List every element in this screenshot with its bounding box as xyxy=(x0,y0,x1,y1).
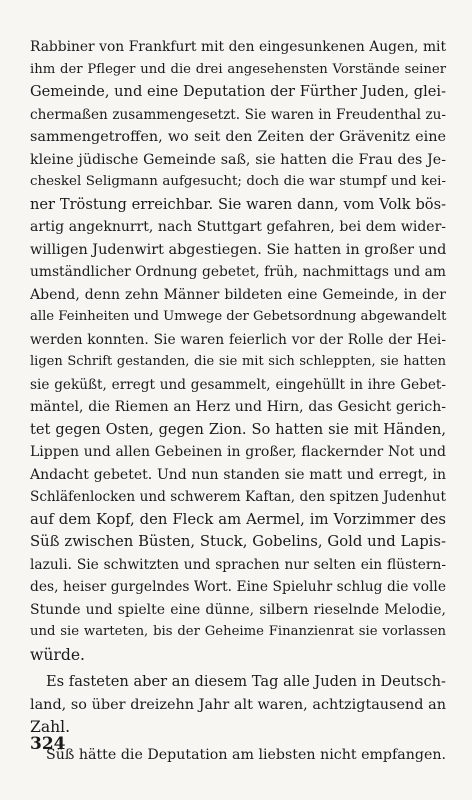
page-number: 324 xyxy=(30,734,66,754)
text-line: Es fasteten aber an diesem Tag alle Juden in Deutsch- xyxy=(46,673,446,690)
text-line: sie geküßt, erregt und gesammelt, eingehüllt in ihre Gebet- xyxy=(30,376,446,393)
text-line: tet gegen Osten, gegen Zion. So hatten sie mit Händen, xyxy=(30,420,446,438)
text-line: werden konnten. Sie waren feierlich vor der Rolle der Hei- xyxy=(30,331,446,348)
text-line: auf dem Kopf, den Fleck am Aermel, im Vorzimmer des xyxy=(30,510,446,528)
text-line: Süß zwischen Büsten, Stuck, Gobelins, Gold und Lapis- xyxy=(30,533,446,550)
text-line: Zahl. xyxy=(30,718,71,736)
body-text xyxy=(30,36,446,766)
text-line: des, heiser gurgelndes Wort. Eine Spieluhr schlug die volle xyxy=(30,579,446,595)
text-line: ihm der Pfleger und die drei angesehensten Vorstände seiner xyxy=(30,61,446,77)
text-line: umständlicher Ordnung gebetet, früh, nachmittags und am xyxy=(30,264,446,280)
text-line: ligen Schrift gestanden, die sie mit sich schleppten, sie hatten xyxy=(30,354,446,369)
text-line: ner Tröstung erreichbar. Sie waren dann, vom Volk bös- xyxy=(30,195,446,213)
paragraph-2 xyxy=(30,671,446,739)
text-line: artig angeknurrt, nach Stuttgart gefahren, bei dem wider- xyxy=(30,219,446,235)
text-line: würde. xyxy=(30,645,86,664)
text-line: Abend, denn zehn Männer bildeten eine Gemeinde, in der xyxy=(30,286,446,303)
text-line: und sie warteten, bis der Geheime Finanzienrat sie vorlassen xyxy=(30,624,446,639)
text-line: lazuli. Sie schwitzten und sprachen nur selten ein flüstern- xyxy=(30,556,446,573)
text-line: willigen Judenwirt abgestiegen. Sie hatten in großer und xyxy=(30,241,447,258)
paragraph-1 xyxy=(30,36,446,666)
text-line: Lippen und allen Gebeinen in großer, flackernder Not und xyxy=(30,444,446,460)
text-line: Gemeinde, und eine Deputation der Fürther Juden, glei- xyxy=(30,83,446,100)
text-line: Stunde und spielte eine dünne, silbern rieselnde Melodie, xyxy=(30,601,446,618)
text-line: Andacht gebetet. Und nun standen sie matt und erregt, in xyxy=(30,466,446,483)
text-line: alle Feinheiten und Umwege der Gebetsordnung abgewandelt xyxy=(30,309,447,324)
text-line: land, so über dreizehn Jahr alt waren, achtzigtausend an xyxy=(30,696,446,713)
text-line: cheskel Seligmann aufgesucht; doch die war stumpf und kei- xyxy=(30,174,446,189)
text-line: Schläfenlocken und schwerem Kaftan, den spitzen Judenhut xyxy=(30,489,446,505)
paragraph-3 xyxy=(30,744,446,767)
text-line: kleine jüdische Gemeinde saß, sie hatten die Frau des Je- xyxy=(30,151,446,168)
text-line: Süß hätte die Deputation am liebsten nicht empfangen. xyxy=(46,746,446,763)
text-line: sammengetroffen, wo seit den Zeiten der Grävenitz eine xyxy=(30,129,446,145)
text-line: chermaßen zusammengesetzt. Sie waren in Freudenthal zu- xyxy=(30,106,446,123)
text-line: mäntel, die Riemen an Herz und Hirn, das Gesicht gerich- xyxy=(30,399,446,415)
text-line: Rabbiner von Frankfurt mit den eingesunkenen Augen, mit xyxy=(30,39,446,55)
